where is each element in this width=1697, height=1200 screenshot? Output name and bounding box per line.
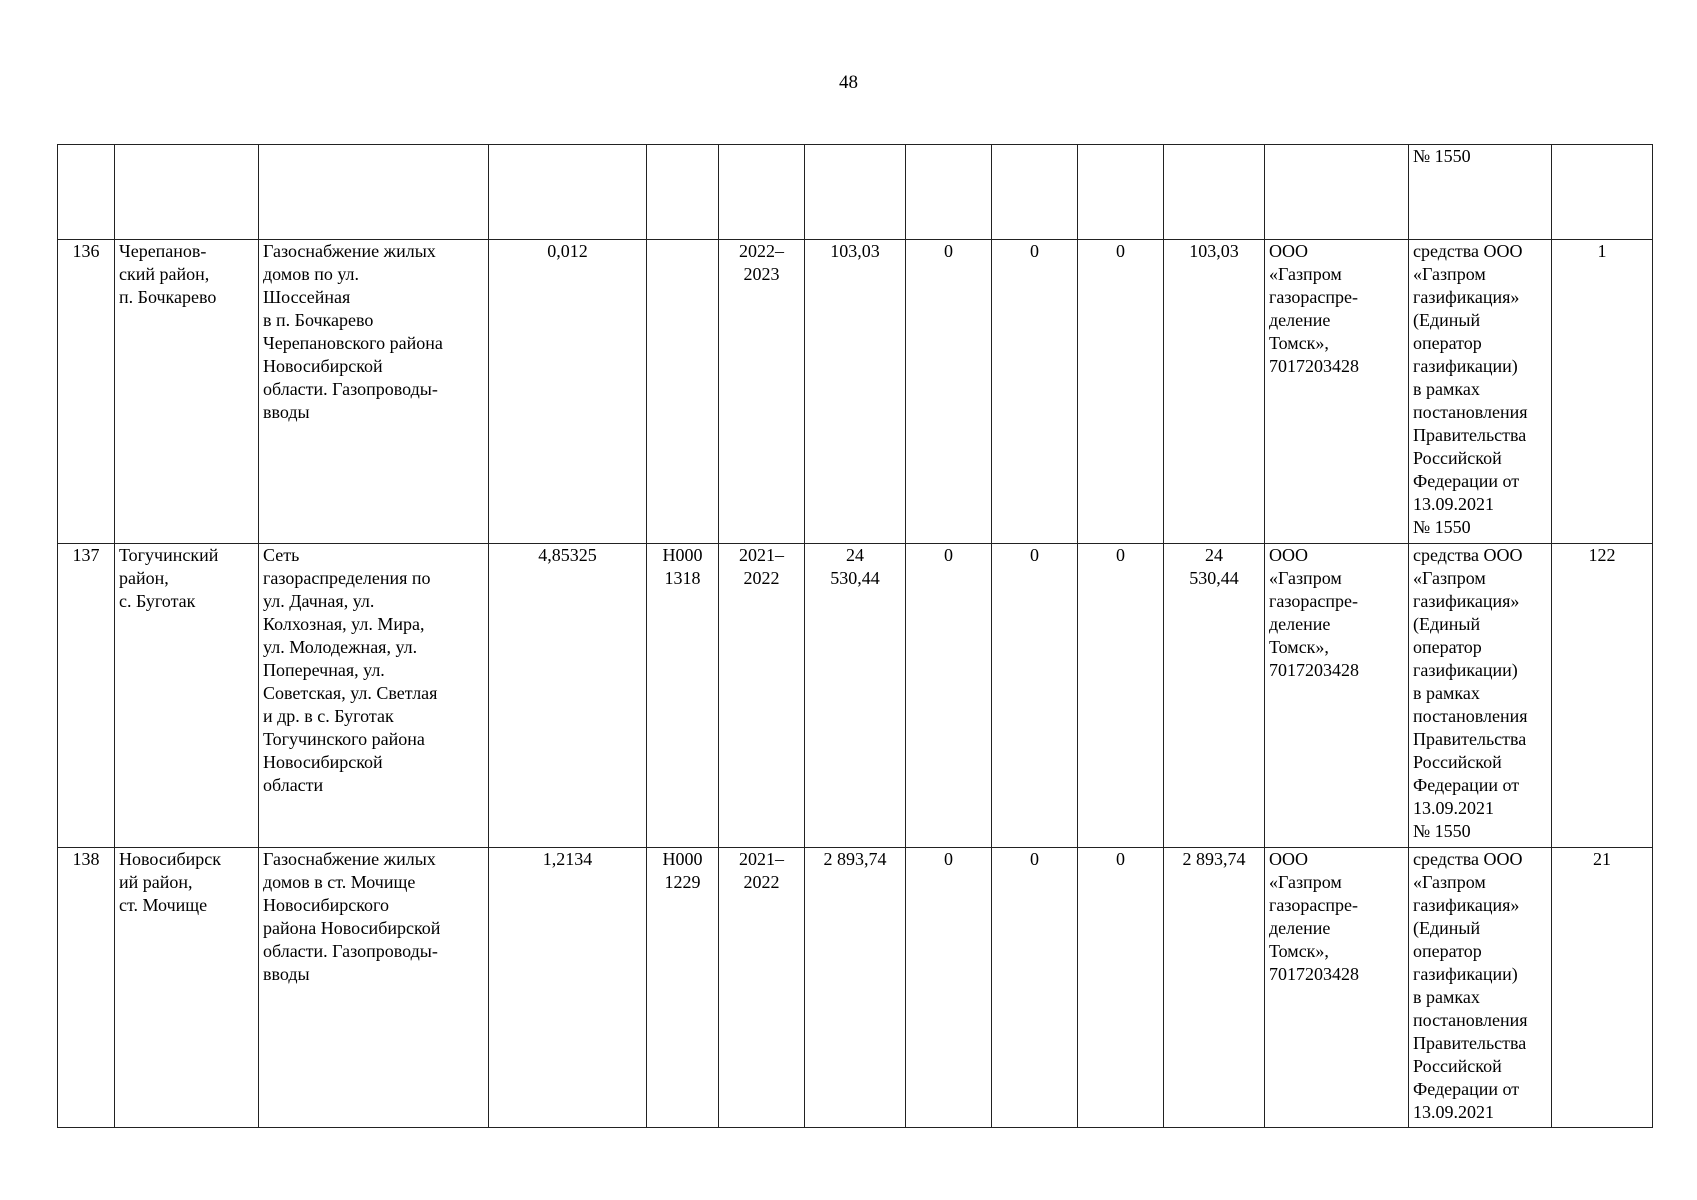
cell-years — [719, 145, 805, 240]
v2-value: 0 — [1030, 849, 1039, 869]
cell-count — [1552, 848, 1653, 1128]
v1-value: 0 — [944, 849, 953, 869]
district-text: Новосибирск ий район, ст. Мочище — [119, 849, 221, 915]
district-text: Черепанов- ский район, п. Бочкарево — [119, 241, 217, 307]
cell-years — [719, 544, 805, 848]
cell-v1 — [906, 240, 992, 544]
cell-num — [58, 848, 115, 1128]
cell-object — [259, 544, 489, 848]
cell-v1 — [906, 145, 992, 240]
executor-text: ООО «Газпром газораспре- деление Томск», 7017203428 — [1269, 241, 1359, 376]
code-value: Н000 1229 — [662, 849, 703, 892]
cell-length — [489, 240, 647, 544]
row-number: 138 — [72, 849, 100, 869]
cell-v3 — [1078, 145, 1164, 240]
cell-district — [115, 848, 259, 1128]
count-value: 21 — [1593, 849, 1611, 869]
cell-total — [805, 848, 906, 1128]
count-value: 1 — [1597, 241, 1607, 261]
cell-total — [805, 544, 906, 848]
cell-years — [719, 240, 805, 544]
table-row — [58, 240, 1653, 544]
v4-value: 24 530,44 — [1189, 545, 1239, 588]
object-text: Газоснабжение жилых домов по ул. Шоссейная в п. Бочкарево Черепановского района Новосибирской области. Газопроводы- вводы — [263, 241, 443, 422]
cell-executor — [1265, 848, 1409, 1128]
cell-years — [719, 848, 805, 1128]
page-number: 48 — [839, 72, 858, 93]
v3-value: 0 — [1116, 545, 1125, 565]
cell-v4 — [1164, 145, 1265, 240]
district-text: Тогучинский район, с. Буготак — [119, 545, 219, 611]
basis-text: средства ООО «Газпром газификация» (Единый оператор газификации) в рамках постановления Правительства Российской Федерации от 13.09.2021 № 1550 — [1413, 241, 1528, 537]
cell-count — [1552, 544, 1653, 848]
cell-object — [259, 240, 489, 544]
cell-code — [647, 145, 719, 240]
cell-basis — [1409, 848, 1552, 1128]
years-value: 2021– 2022 — [739, 545, 784, 588]
cell-total — [805, 145, 906, 240]
cell-code — [647, 544, 719, 848]
cell-code — [647, 848, 719, 1128]
cell-v3 — [1078, 848, 1164, 1128]
executor-text: ООО «Газпром газораспре- деление Томск», 7017203428 — [1269, 849, 1359, 984]
cell-code — [647, 240, 719, 544]
cell-v1 — [906, 544, 992, 848]
basis-text: средства ООО «Газпром газификация» (Единый оператор газификации) в рамках постановления Правительства Российской Федерации от 13.09.2021 — [1413, 849, 1528, 1122]
v2-value: 0 — [1030, 241, 1039, 261]
cell-v2 — [992, 240, 1078, 544]
v4-value: 2 893,74 — [1182, 849, 1246, 869]
code-value: Н000 1318 — [662, 545, 703, 588]
executor-text: ООО «Газпром газораспре- деление Томск», 7017203428 — [1269, 545, 1359, 680]
cell-v2 — [992, 145, 1078, 240]
v2-value: 0 — [1030, 545, 1039, 565]
length-value: 4,85325 — [538, 545, 597, 565]
cell-district — [115, 240, 259, 544]
table-row-carryover — [58, 145, 1653, 240]
cell-v4 — [1164, 240, 1265, 544]
cell-object — [259, 848, 489, 1128]
cell-basis — [1409, 240, 1552, 544]
row-number: 136 — [72, 241, 100, 261]
cell-v2 — [992, 848, 1078, 1128]
cell-basis — [1409, 145, 1552, 240]
object-text: Сеть газораспределения по ул. Дачная, ул. Колхозная, ул. Мира, ул. Молодежная, ул. Поперечная, ул. Советская, ул. Светлая и др. в с. Буготак Тогучинского района Новосибирской области — [263, 545, 438, 795]
v3-value: 0 — [1116, 241, 1125, 261]
cell-v4 — [1164, 848, 1265, 1128]
cell-v3 — [1078, 544, 1164, 848]
cell-num — [58, 240, 115, 544]
cell-executor — [1265, 240, 1409, 544]
cell-length — [489, 145, 647, 240]
v3-value: 0 — [1116, 849, 1125, 869]
length-value: 1,2134 — [542, 849, 593, 869]
cell-district — [115, 544, 259, 848]
years-value: 2021– 2022 — [739, 849, 784, 892]
cell-v2 — [992, 544, 1078, 848]
cell-num — [58, 145, 115, 240]
cell-executor — [1265, 544, 1409, 848]
cell-object — [259, 145, 489, 240]
cell-total — [805, 240, 906, 544]
v4-value: 103,03 — [1189, 241, 1239, 261]
table-row — [58, 544, 1653, 848]
total-value: 103,03 — [830, 241, 880, 261]
cell-v1 — [906, 848, 992, 1128]
cell-basis — [1409, 544, 1552, 848]
cell-v4 — [1164, 544, 1265, 848]
row-number: 137 — [72, 545, 100, 565]
cell-executor — [1265, 145, 1409, 240]
cell-v3 — [1078, 240, 1164, 544]
cell-count — [1552, 240, 1653, 544]
cell-length — [489, 544, 647, 848]
total-value: 24 530,44 — [830, 545, 880, 588]
length-value: 0,012 — [547, 241, 588, 261]
table-row — [58, 848, 1653, 1128]
cell-num — [58, 544, 115, 848]
cell-length — [489, 848, 647, 1128]
count-value: 122 — [1588, 545, 1616, 565]
basis-text: № 1550 — [1413, 146, 1471, 166]
cell-district — [115, 145, 259, 240]
total-value: 2 893,74 — [823, 849, 887, 869]
years-value: 2022– 2023 — [739, 241, 784, 284]
basis-text: средства ООО «Газпром газификация» (Единый оператор газификации) в рамках постановления Правительства Российской Федерации от 13.09.2021 № 1550 — [1413, 545, 1528, 841]
gasification-table — [57, 144, 1653, 1128]
v1-value: 0 — [944, 545, 953, 565]
object-text: Газоснабжение жилых домов в ст. Мочище Новосибирского района Новосибирской области. Газопроводы- вводы — [263, 849, 441, 984]
cell-count — [1552, 145, 1653, 240]
v1-value: 0 — [944, 241, 953, 261]
